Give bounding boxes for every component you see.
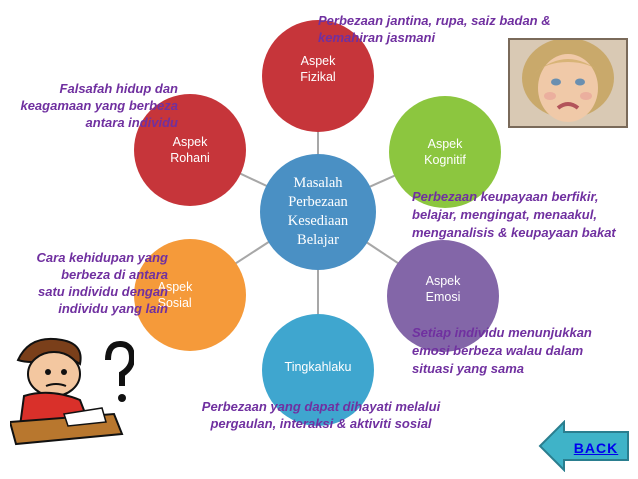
node-tingkahlaku-label: Tingkahlaku <box>284 360 352 374</box>
confused-student-cartoon <box>10 330 134 448</box>
note-kognitif: Perbezaan keupayaan berfikir, belajar, mengingat, menaakul, menganalisis & keupayaan bakat <box>412 189 616 240</box>
node-aspek-kognitif-label: Aspek Kognitif <box>424 137 466 167</box>
center-node-label: Masalah Perbezaan Kesediaan Belajar <box>287 175 349 248</box>
center-node <box>260 154 376 270</box>
note-emosi: Setiap individu menunjukkan emosi berbeza walau dalam situasi yang sama <box>412 325 592 376</box>
note-fizikal: Perbezaan jantina, rupa, saiz badan & kemahiran jasmani <box>318 13 551 45</box>
note-tingkahlaku: Perbezaan yang dapat dihayati melalui pergaulan, interaksi & aktiviti sosial <box>201 399 441 431</box>
node-aspek-sosial-label: Aspek Sosial <box>157 280 193 310</box>
note-rohani: Falsafah hidup dan keagamaan yang berbeza antara individu <box>20 81 178 130</box>
back-button[interactable]: BACK <box>573 440 619 456</box>
note-sosial: Cara kehidupan yang berbeza di antara satu individu dengan individu yang lain <box>36 250 168 316</box>
node-aspek-rohani-label: Aspek Rohani <box>170 135 210 165</box>
crying-girl-photo <box>508 38 628 128</box>
node-aspek-fizikal-label: Aspek Fizikal <box>300 54 336 84</box>
node-aspek-emosi-label: Aspek Emosi <box>425 274 461 304</box>
